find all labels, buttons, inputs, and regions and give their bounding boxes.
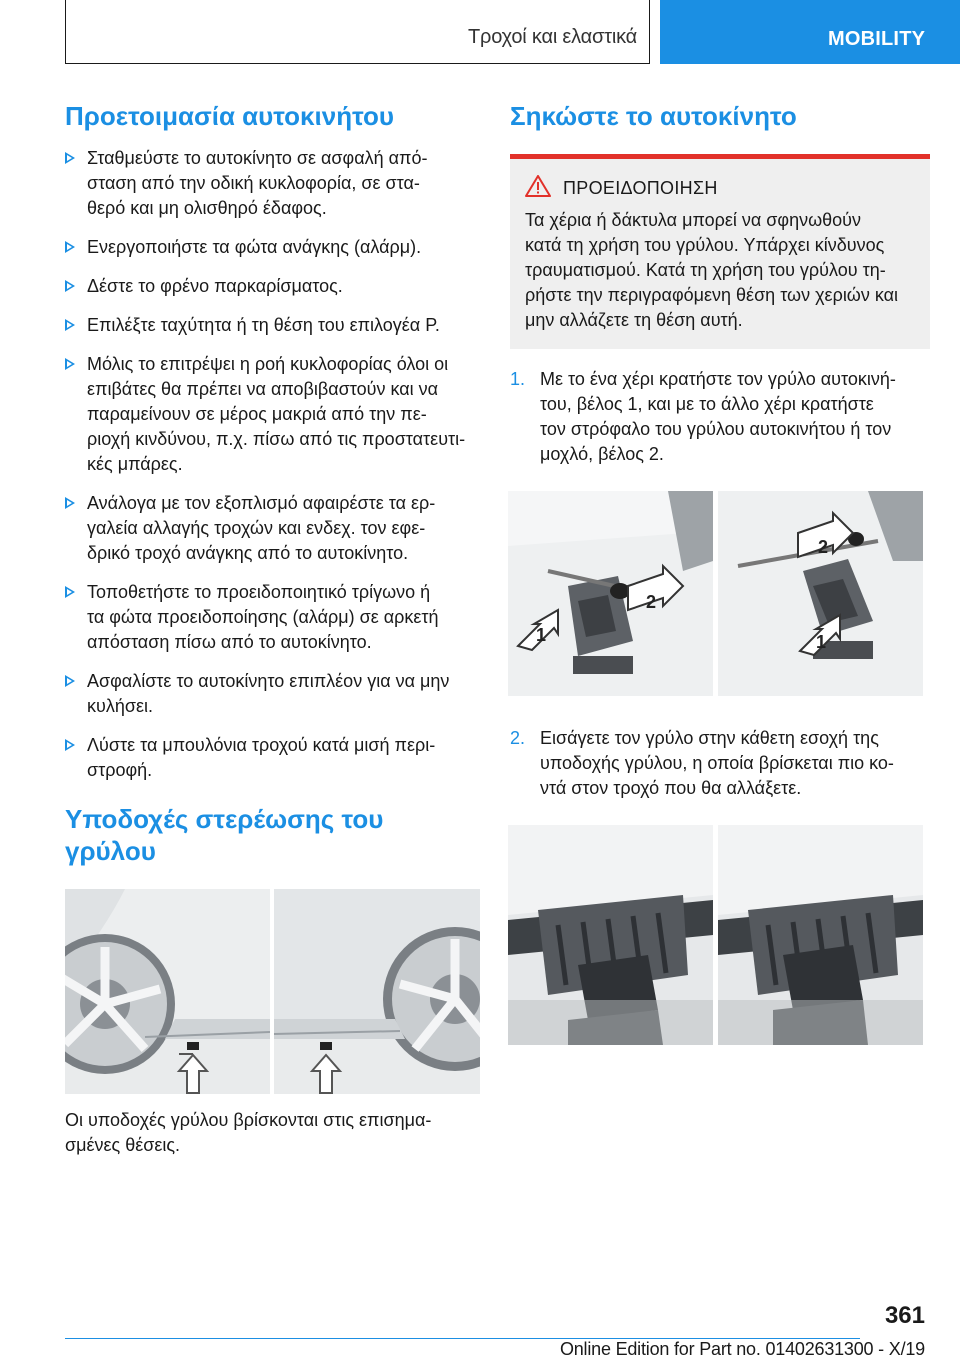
prepare-steps-list — [65, 146, 480, 783]
bullet-triangle-icon — [65, 241, 75, 253]
list-item: Λύστε τα μπουλόνια τροχού κατά μισή περι- στροφή. — [65, 733, 480, 783]
heading-lift-car: Σηκώστε το αυτοκίνητο — [510, 101, 797, 131]
lift-steps-list — [510, 367, 930, 467]
right-column — [510, 100, 930, 1045]
warning-title: ΠΡΟΕΙΔΟΠΟΙΗΣΗ — [563, 178, 718, 198]
arrow-label-1: 1 — [816, 632, 827, 652]
edition-footer: Online Edition for Part no. 01402631300 - X/19 — [559, 1339, 925, 1359]
bullet-triangle-icon — [65, 358, 75, 370]
list-item: Επιλέξτε ταχύτητα ή τη θέση του επιλογέα P. — [65, 313, 480, 338]
bullet-triangle-icon — [65, 319, 75, 331]
bullet-triangle-icon — [65, 739, 75, 751]
step-number: 1. — [510, 369, 526, 389]
list-item: Τοποθετήστε το προειδοποιητικό τρίγωνο ή τα φώτα προειδοποίησης (αλάρμ) σε αρκετή απόσταση πίσω από το αυτοκίνητο. — [65, 580, 480, 655]
step-text: Εισάγετε τον γρύλο στην κάθετη εσοχή της υποδοχής γρύλου, η οποία βρίσκεται πιο κο- ντά στον τροχό που θα αλλάξετε. — [540, 728, 894, 798]
list-item: Ανάλογα με τον εξοπλισμό αφαιρέστε τα ερ- γαλεία αλλαγής τροχών και ενδεχ. τον εφε- δρικό τροχό ανάγκης από το αυτοκίνητο. — [65, 491, 480, 566]
header-section-title: Τροχοί και ελαστικά — [468, 26, 637, 48]
bullet-triangle-icon — [65, 586, 75, 598]
jack-insert-photo — [508, 825, 923, 1045]
heading-jack-points: Υποδοχές στερέωσης του γρύλου — [65, 804, 384, 866]
jack-hold-photo — [508, 491, 923, 696]
jack-points-caption: Οι υποδοχές γρύλου βρίσκονται στις επισημα- σμένες θέσεις. — [65, 1110, 432, 1155]
arrow-label-1: 1 — [536, 625, 547, 645]
list-item: Σταθμεύστε το αυτοκίνητο σε ασφαλή από- σταση από την οδική κυκλοφορία, σε στα- θερό και μη ολισθηρό έδαφος. — [65, 146, 480, 221]
list-item: Ενεργοποιήστε τα φώτα ανάγκης (αλάρμ). — [65, 235, 480, 260]
warning-box — [510, 159, 930, 349]
bullet-triangle-icon — [65, 675, 75, 687]
left-column — [65, 100, 480, 1158]
chapter-tab[interactable]: MOBILITY — [660, 0, 960, 64]
lift-steps-list-continued — [510, 726, 930, 801]
bullet-triangle-icon — [65, 280, 75, 292]
list-item — [510, 726, 930, 801]
jack-points-photo — [65, 889, 480, 1094]
step-number: 2. — [510, 728, 526, 748]
step-text: Με το ένα χέρι κρατήστε τον γρύλο αυτοκινή- του, βέλος 1, και με το άλλο χέρι κρατήστε τον στρόφαλο του γρύλου αυτοκινήτου ή τον μοχλό, βέλος 2. — [540, 369, 896, 464]
bullet-triangle-icon — [65, 497, 75, 509]
warning-triangle-icon — [525, 175, 551, 202]
list-item: Ασφαλίστε το αυτοκίνητο επιπλέον για να μην κυλήσει. — [65, 669, 480, 719]
list-item — [510, 367, 930, 467]
bullet-triangle-icon — [65, 152, 75, 164]
warning-text: Τα χέρια ή δάκτυλα μπορεί να σφηνωθούν κατά τη χρήση του γρύλου. Υπάρχει κίνδυνος τραυματισμού. Κατά τη χρήση του γρύλου τη- ρήστε την περιγραφόμενη θέση των χεριών και μην αλλάζετε τη θέση αυτή. — [525, 210, 899, 330]
heading-prepare-car: Προετοιμασία αυτοκινήτου — [65, 101, 395, 131]
arrow-label-2: 2 — [818, 537, 829, 557]
arrow-label-2: 2 — [646, 592, 657, 612]
page-number: 361 — [884, 1302, 925, 1329]
list-item: Δέστε το φρένο παρκαρίσματος. — [65, 274, 480, 299]
list-item: Μόλις το επιτρέψει η ροή κυκλοφορίας όλοι οι επιβάτες θα πρέπει να αποβιβαστούν και να παραμείνουν σε μέρος μακριά από την πε- ριοχή κινδύνου, π.χ. πίσω από τις προστατευτι- κές μπάρες. — [65, 352, 480, 477]
